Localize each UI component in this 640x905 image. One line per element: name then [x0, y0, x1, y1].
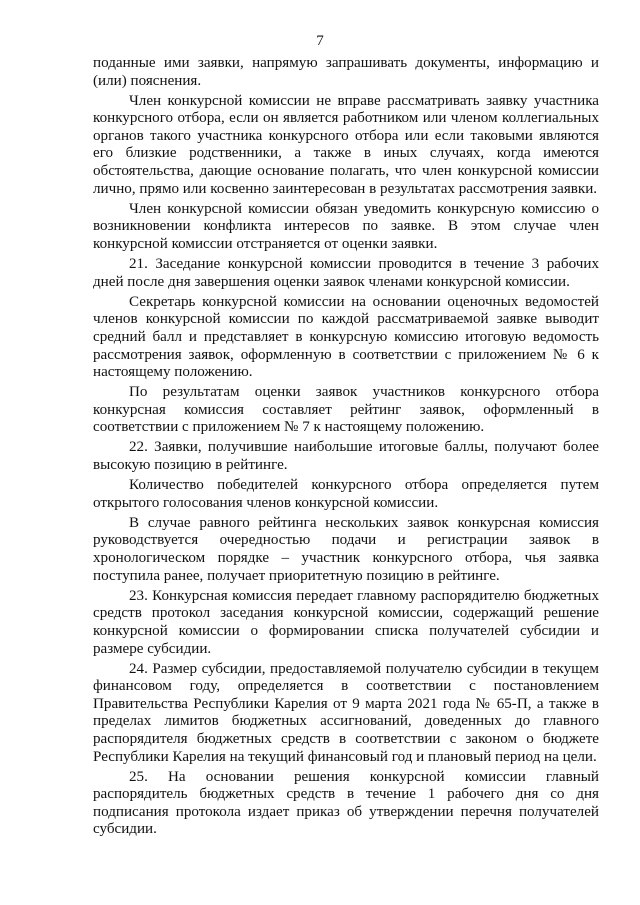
clause-23: 23. Конкурсная комиссия передает главному распорядителю бюджетных средств протокол заседания конкурсной комиссии, содержащий решение конкурсной комиссии о формировании списка получателей субсидии и размере субсидии.: [93, 587, 599, 657]
paragraph-notification-duty: Член конкурсной комиссии обязан уведомить конкурсную комиссию о возникновении конфликта интересов по заявке. В этом случае член конкурсной комиссии отстраняется от оценки заявки.: [93, 200, 599, 252]
paragraph-equal-rating: В случае равного рейтинга нескольких заявок конкурсная комиссия руководствуется очередностью подачи и регистрации заявок в хронологическом порядке – участник конкурсного отбора, чья заявка поступила ранее, получает приоритетную позицию в рейтинге.: [93, 514, 599, 584]
paragraph-conflict-of-interest: Член конкурсной комиссии не вправе рассматривать заявку участника конкурсного отбора, если он является работником или членом коллегиальных органов такого участника конкурсного отбора или если таковыми являются его близкие родственники, а также в иных случаях, когда имеются обстоятельства, дающие основание полагать, что член конкурсной комиссии лично, прямо или косвенно заинтересован в результатах рассмотрения заявки.: [93, 92, 599, 197]
clause-25: 25. На основании решения конкурсной комиссии главный распорядитель бюджетных средств в течение 1 рабочего дня со дня подписания протокола издает приказ об утверждении перечня получателей субсидии.: [93, 768, 599, 838]
paragraph-secretary: Секретарь конкурсной комиссии на основании оценочных ведомостей членов конкурсной комиссии по каждой рассматриваемой заявке выводит средний балл и представляет в конкурсную комиссию итоговую ведомость рассмотрения заявок, оформленную в соответствии с приложением № 6 к настоящему положению.: [93, 293, 599, 381]
clause-22: 22. Заявки, получившие наибольшие итоговые баллы, получают более высокую позицию в рейтинге.: [93, 439, 599, 474]
paragraph-continuation: поданные ими заявки, напрямую запрашивать документы, информацию и (или) пояснения.: [93, 55, 599, 89]
page-number: 7: [316, 33, 324, 49]
paragraph-winners-count: Количество победителей конкурсного отбора определяется путем открытого голосования членов конкурсной комиссии.: [93, 477, 599, 511]
clause-24: 24. Размер субсидии, предоставляемой получателю субсидии в текущем финансовом году, определяется в соответствии с постановлением Правительства Республики Карелия от 9 марта 2021 года № 65-П, а также в пределах лимитов бюджетных ассигнований, доведенных до главного распорядителя бюджетных средств в соответствии с законом о бюджете Республики Карелия на текущий финансовый год и плановый период на цели.: [93, 660, 599, 765]
document-body: [93, 55, 599, 842]
clause-21: 21. Заседание конкурсной комиссии проводится в течение 3 рабочих дней после дня завершения оценки заявок членами конкурсной комиссии.: [93, 256, 599, 290]
paragraph-rating: По результатам оценки заявок участников конкурсного отбора конкурсная комиссия составляет рейтинг заявок, оформленный в соответствии с приложением № 7 к настоящему положению.: [93, 384, 599, 436]
